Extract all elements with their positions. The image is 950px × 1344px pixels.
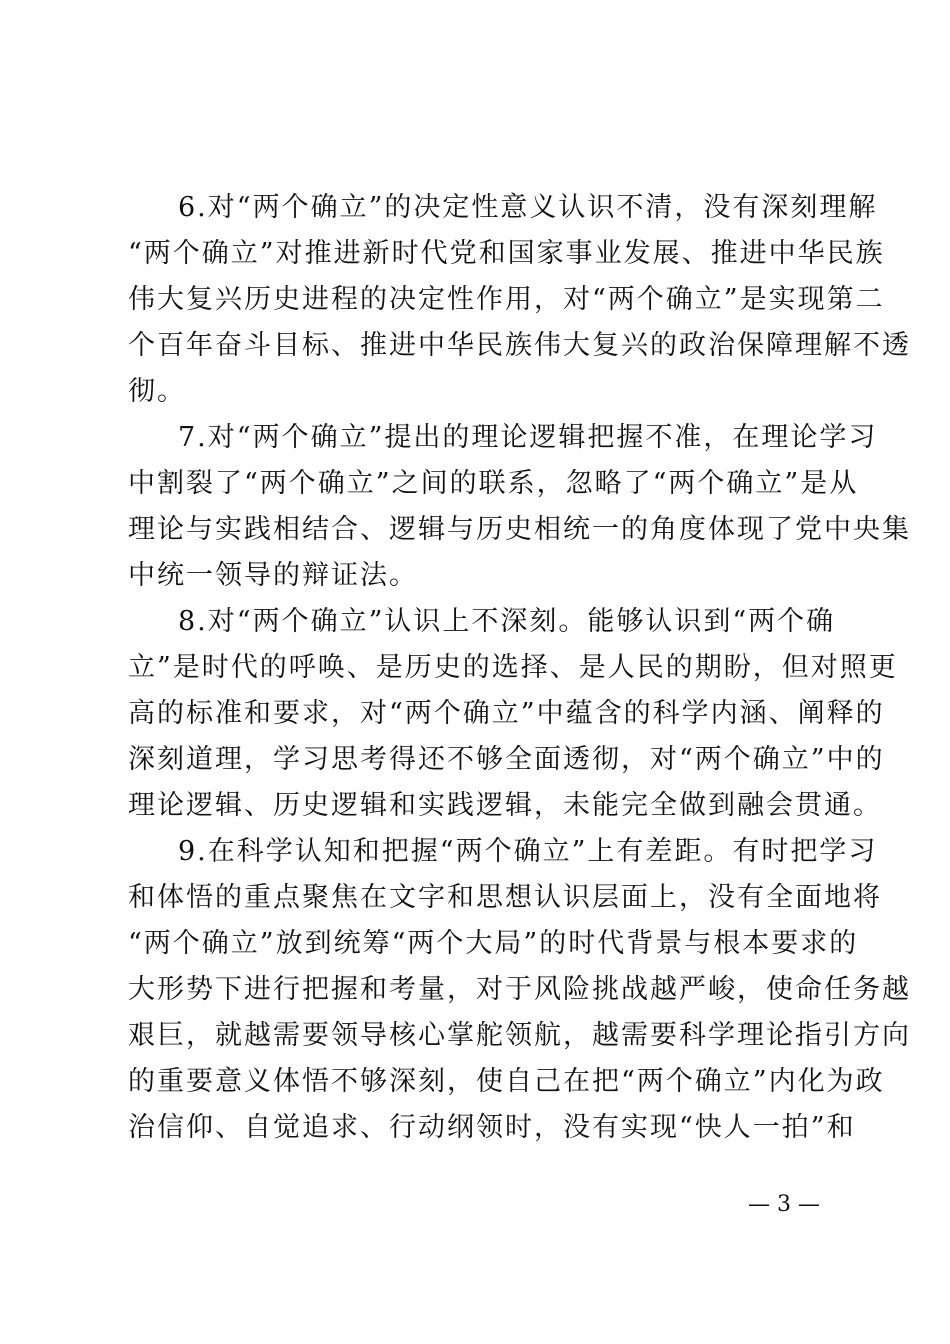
text-line: “两个确立”对推进新时代党和国家事业发展、推进中华民族 xyxy=(128,238,885,269)
paragraph-6 xyxy=(128,185,911,415)
text-line: 大形势下进行把握和考量，对于风险挑战越严峻，使命任务越 xyxy=(128,974,911,1005)
text-line: 深刻道理，学习思考得还不够全面透彻，对“两个确立”中的 xyxy=(128,744,885,775)
text-line: 中割裂了“两个确立”之间的联系，忽略了“两个确立”是从 xyxy=(128,468,859,499)
text-line: 艰巨，就越需要领导核心掌舵领航，越需要科学理论指引方向 xyxy=(128,1020,911,1051)
paragraph-9 xyxy=(128,829,911,1151)
text-line: “两个确立”放到统筹“两个大局”的时代背景与根本要求的 xyxy=(128,928,859,959)
text-line: 高的标准和要求，对“两个确立”中蕴含的科学内涵、阐释的 xyxy=(128,698,885,729)
text-line: 8.对“两个确立”认识上不深刻。能够认识到“两个确 xyxy=(178,606,836,637)
text-line: 个百年奋斗目标、推进中华民族伟大复兴的政治保障理解不透 xyxy=(128,330,911,361)
text-line: 7.对“两个确立”提出的理论逻辑把握不准，在理论学习 xyxy=(178,422,878,453)
paragraph-8 xyxy=(128,599,898,829)
document-body xyxy=(128,185,911,1151)
text-line: 和体悟的重点聚焦在文字和思想认识层面上，没有全面地将 xyxy=(128,882,882,913)
paragraph-7 xyxy=(128,415,911,599)
text-line: 治信仰、自觉追求、行动纲领时，没有实现“快人一拍”和 xyxy=(128,1112,856,1143)
text-line: 伟大复兴历史进程的决定性作用，对“两个确立”是实现第二 xyxy=(128,284,885,315)
text-line: 理论与实践相结合、逻辑与历史相统一的角度体现了党中央集 xyxy=(128,514,911,545)
text-line: 立”是时代的呼唤、是历史的选择、是人民的期盼，但对照更 xyxy=(128,652,898,683)
text-line: 理论逻辑、历史逻辑和实践逻辑，未能完全做到融会贯通。 xyxy=(128,790,882,821)
text-line: 中统一领导的辩证法。 xyxy=(128,560,418,591)
page-number: — 3 — xyxy=(748,1192,820,1217)
text-line: 9.在科学认知和把握“两个确立”上有差距。有时把学习 xyxy=(178,836,878,867)
text-line: 的重要意义体悟不够深刻，使自己在把“两个确立”内化为政 xyxy=(128,1066,885,1097)
text-line: 彻。 xyxy=(128,376,186,407)
text-line: 6.对“两个确立”的决定性意义认识不清，没有深刻理解 xyxy=(178,192,878,223)
